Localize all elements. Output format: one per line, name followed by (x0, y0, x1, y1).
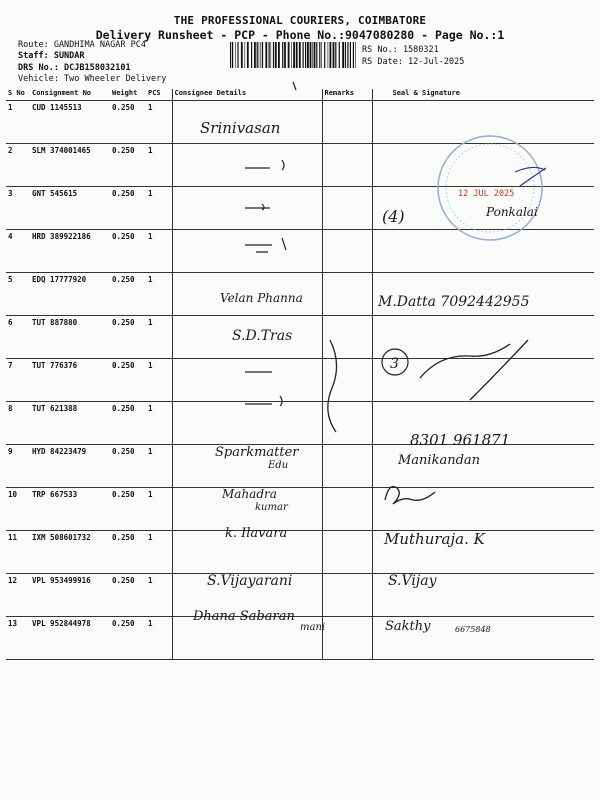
barcode-bar (296, 42, 298, 68)
table-header-row (6, 89, 594, 101)
row-consignment-no: SLM 374001465 (30, 144, 110, 187)
barcode-bar (324, 42, 325, 68)
hw-consignee-5: Velan Phanna (220, 291, 303, 305)
row-consignee-details (172, 273, 322, 316)
hw-sign-12: S.Vijay (388, 573, 437, 589)
row-seal-signature (372, 402, 594, 445)
table-row (6, 187, 594, 230)
row-remarks (322, 445, 372, 488)
row-weight: 0.250 (110, 187, 146, 230)
barcode-bar (328, 42, 329, 68)
barcode-bar (275, 42, 277, 68)
barcode-bar (345, 42, 346, 68)
barcode-bar (303, 42, 304, 68)
barcode-bar (291, 42, 292, 68)
barcode-bar (330, 42, 332, 68)
hw-consignee-9b: Edu (268, 460, 289, 471)
row-weight: 0.250 (110, 230, 146, 273)
hw-sign-13-phone: 6675848 (455, 625, 491, 634)
row-consignment-no: HRD 389922186 (30, 230, 110, 273)
row-seal-signature (372, 187, 594, 230)
col-pcs: PCS (146, 89, 172, 101)
row-weight: 0.250 (110, 574, 146, 617)
hw-sign-5: M.Datta 7092442955 (378, 294, 530, 310)
table-row (6, 445, 594, 488)
table-row (6, 402, 594, 445)
barcode-bar (335, 42, 336, 68)
runsheet-title: Delivery Runsheet - PCP - Phone No.:9047080280 - Page No.:1 (95, 28, 505, 42)
barcode-bar (350, 42, 351, 68)
row-seal-signature (372, 230, 594, 273)
row-weight: 0.250 (110, 144, 146, 187)
row-pcs: 1 (146, 144, 172, 187)
barcode-bar (269, 42, 270, 68)
row-sno: 10 (6, 488, 30, 531)
barcode-bar (347, 42, 348, 68)
row-pcs: 1 (146, 402, 172, 445)
row-weight: 0.250 (110, 359, 146, 402)
hw-remark-3: (4) (382, 207, 405, 226)
barcode-bar (237, 42, 238, 68)
row-remarks (322, 574, 372, 617)
row-sno: 6 (6, 316, 30, 359)
hw-sign-11: Muthuraja. K (384, 530, 485, 548)
hw-remark-7: 3 (390, 356, 399, 372)
barcode-bar (278, 42, 280, 68)
barcode-bar (312, 42, 313, 68)
barcode-bar (230, 42, 231, 68)
hw-sign-13: Sakthy (385, 619, 431, 634)
row-consignee-details (172, 445, 322, 488)
row-remarks (322, 187, 372, 230)
row-consignee-details (172, 617, 322, 660)
barcode-bar (310, 42, 312, 68)
row-consignee-details (172, 187, 322, 230)
vehicle-info: Vehicle: Two Wheeler Delivery (18, 74, 167, 84)
barcode (230, 42, 356, 68)
barcode-bar (288, 42, 290, 68)
row-sno: 1 (6, 101, 30, 144)
barcode-bar (261, 42, 262, 68)
hw-consignee-13b: mani (300, 622, 326, 633)
row-remarks (322, 101, 372, 144)
row-seal-signature (372, 273, 594, 316)
table-row (6, 230, 594, 273)
barcode-bar (316, 42, 317, 68)
row-sno: 3 (6, 187, 30, 230)
row-seal-signature (372, 316, 594, 359)
rs-block (362, 44, 464, 68)
row-consignee-details (172, 316, 322, 359)
stamp-date: 12 JUL 2025 (458, 189, 515, 199)
table-row (6, 617, 594, 660)
row-sno: 9 (6, 445, 30, 488)
hw-consignee-10b: kumar (255, 502, 288, 513)
row-remarks (322, 316, 372, 359)
barcode-bar (259, 42, 260, 68)
row-weight: 0.250 (110, 617, 146, 660)
row-seal-signature (372, 144, 594, 187)
row-weight: 0.250 (110, 445, 146, 488)
row-pcs: 1 (146, 359, 172, 402)
row-consignment-no: VPL 953499916 (30, 574, 110, 617)
hw-consignee-9: Sparkmatter (215, 445, 299, 460)
row-seal-signature (372, 359, 594, 402)
barcode-bar (293, 42, 295, 68)
runsheet-table (6, 89, 594, 660)
hw-sign-9-name: Manikandan (398, 453, 481, 468)
hw-consignee-12: S.Vijayarani (207, 573, 293, 589)
col-remarks: Remarks (322, 89, 372, 101)
barcode-bar (257, 42, 258, 68)
row-seal-signature (372, 531, 594, 574)
row-sno: 4 (6, 230, 30, 273)
row-weight: 0.250 (110, 101, 146, 144)
row-seal-signature (372, 445, 594, 488)
barcode-bar (339, 42, 340, 68)
table-row (6, 488, 594, 531)
barcode-bar (273, 42, 274, 68)
hw-sign-9-phone: 8301 961871 (410, 431, 511, 449)
barcode-bar (254, 42, 256, 68)
row-sno: 8 (6, 402, 30, 445)
barcode-bar (235, 42, 236, 68)
row-pcs: 1 (146, 273, 172, 316)
row-pcs: 1 (146, 187, 172, 230)
table-row (6, 531, 594, 574)
barcode-bar (232, 42, 233, 68)
row-pcs: 1 (146, 230, 172, 273)
row-consignment-no: EDQ 17777920 (30, 273, 110, 316)
row-sno: 11 (6, 531, 30, 574)
rs-date: RS Date: 12-Jul-2025 (362, 57, 465, 67)
row-weight: 0.250 (110, 273, 146, 316)
barcode-bar (319, 42, 320, 68)
row-seal-signature (372, 488, 594, 531)
hw-consignee-6: S.D.Tras (232, 328, 293, 344)
row-remarks (322, 144, 372, 187)
hw-consignee-13: Dhana Sabaran (193, 609, 295, 624)
row-remarks (322, 488, 372, 531)
row-consignment-no: VPL 952844978 (30, 617, 110, 660)
table-row (6, 101, 594, 144)
barcode-bar (333, 42, 335, 68)
row-consignment-no: GNT 545615 (30, 187, 110, 230)
barcode-bar (355, 42, 356, 68)
barcode-bar (353, 42, 354, 68)
row-sno: 7 (6, 359, 30, 402)
row-consignee-details (172, 531, 322, 574)
row-weight: 0.250 (110, 488, 146, 531)
col-weight: Weight (110, 89, 146, 101)
row-remarks (322, 402, 372, 445)
row-sno: 2 (6, 144, 30, 187)
barcode-bar (321, 42, 322, 68)
row-consignee-details (172, 101, 322, 144)
row-weight: 0.250 (110, 402, 146, 445)
barcode-bar (241, 42, 243, 68)
barcode-bar (245, 42, 246, 68)
hw-consignee-1: Srinivasan (200, 119, 281, 137)
row-pcs: 1 (146, 574, 172, 617)
barcode-bar (282, 42, 283, 68)
barcode-bar (284, 42, 286, 68)
row-pcs: 1 (146, 617, 172, 660)
drs-info: DRS No.: DCJB158032101 (18, 63, 131, 73)
row-remarks (322, 359, 372, 402)
barcode-bar (271, 42, 272, 68)
col-consignment: Consignment No (30, 89, 110, 101)
row-pcs: 1 (146, 488, 172, 531)
barcode-bar (251, 42, 252, 68)
row-consignee-details (172, 574, 322, 617)
col-sno: S No (6, 89, 30, 101)
row-pcs: 1 (146, 531, 172, 574)
stamp-signature: Ponkalai (486, 205, 538, 219)
staff-info: Staff: SUNDAR (18, 51, 85, 61)
hw-consignee-10: Mahadra (222, 487, 277, 501)
table-row (6, 273, 594, 316)
barcode-bar (299, 42, 301, 68)
barcode-bar (307, 42, 309, 68)
row-sno: 5 (6, 273, 30, 316)
barcode-bar (265, 42, 267, 68)
rs-number: RS No.: 1580321 (362, 45, 439, 55)
row-consignee-details (172, 230, 322, 273)
barcode-bar (305, 42, 306, 68)
row-remarks (322, 531, 372, 574)
col-consignee: Consignee Details (172, 89, 322, 101)
row-pcs: 1 (146, 101, 172, 144)
row-pcs: 1 (146, 316, 172, 359)
row-consignment-no: TUT 776376 (30, 359, 110, 402)
row-remarks (322, 273, 372, 316)
row-consignment-no: TUT 621388 (30, 402, 110, 445)
table-row (6, 316, 594, 359)
row-consignment-no: IXM 508601732 (30, 531, 110, 574)
row-seal-signature (372, 617, 594, 660)
row-sno: 12 (6, 574, 30, 617)
barcode-bar (247, 42, 249, 68)
row-remarks (322, 617, 372, 660)
row-consignment-no: TRP 667533 (30, 488, 110, 531)
route-info: Route: GANDHIMA NAGAR PC4 (18, 40, 146, 50)
row-seal-signature (372, 101, 594, 144)
barcode-bar (314, 42, 316, 68)
table-row (6, 144, 594, 187)
barcode-bar (342, 42, 344, 68)
row-weight: 0.250 (110, 531, 146, 574)
table-row (6, 574, 594, 617)
table-row (6, 359, 594, 402)
barcode-bar (262, 42, 263, 68)
row-pcs: 1 (146, 445, 172, 488)
row-consignment-no: HYD 84223479 (30, 445, 110, 488)
row-consignee-details (172, 359, 322, 402)
row-sno: 13 (6, 617, 30, 660)
row-consignment-no: CUD 1145513 (30, 101, 110, 144)
company-name: THE PROFESSIONAL COURIERS, COIMBATORE (173, 14, 427, 27)
row-weight: 0.250 (110, 316, 146, 359)
col-seal: Seal & Signature (372, 89, 594, 101)
row-consignment-no: TUT 887880 (30, 316, 110, 359)
row-seal-signature (372, 574, 594, 617)
hw-consignee-11: k. Ilavara (225, 526, 288, 541)
row-consignee-details (172, 402, 322, 445)
row-consignee-details (172, 488, 322, 531)
row-consignee-details (172, 144, 322, 187)
row-remarks (322, 230, 372, 273)
